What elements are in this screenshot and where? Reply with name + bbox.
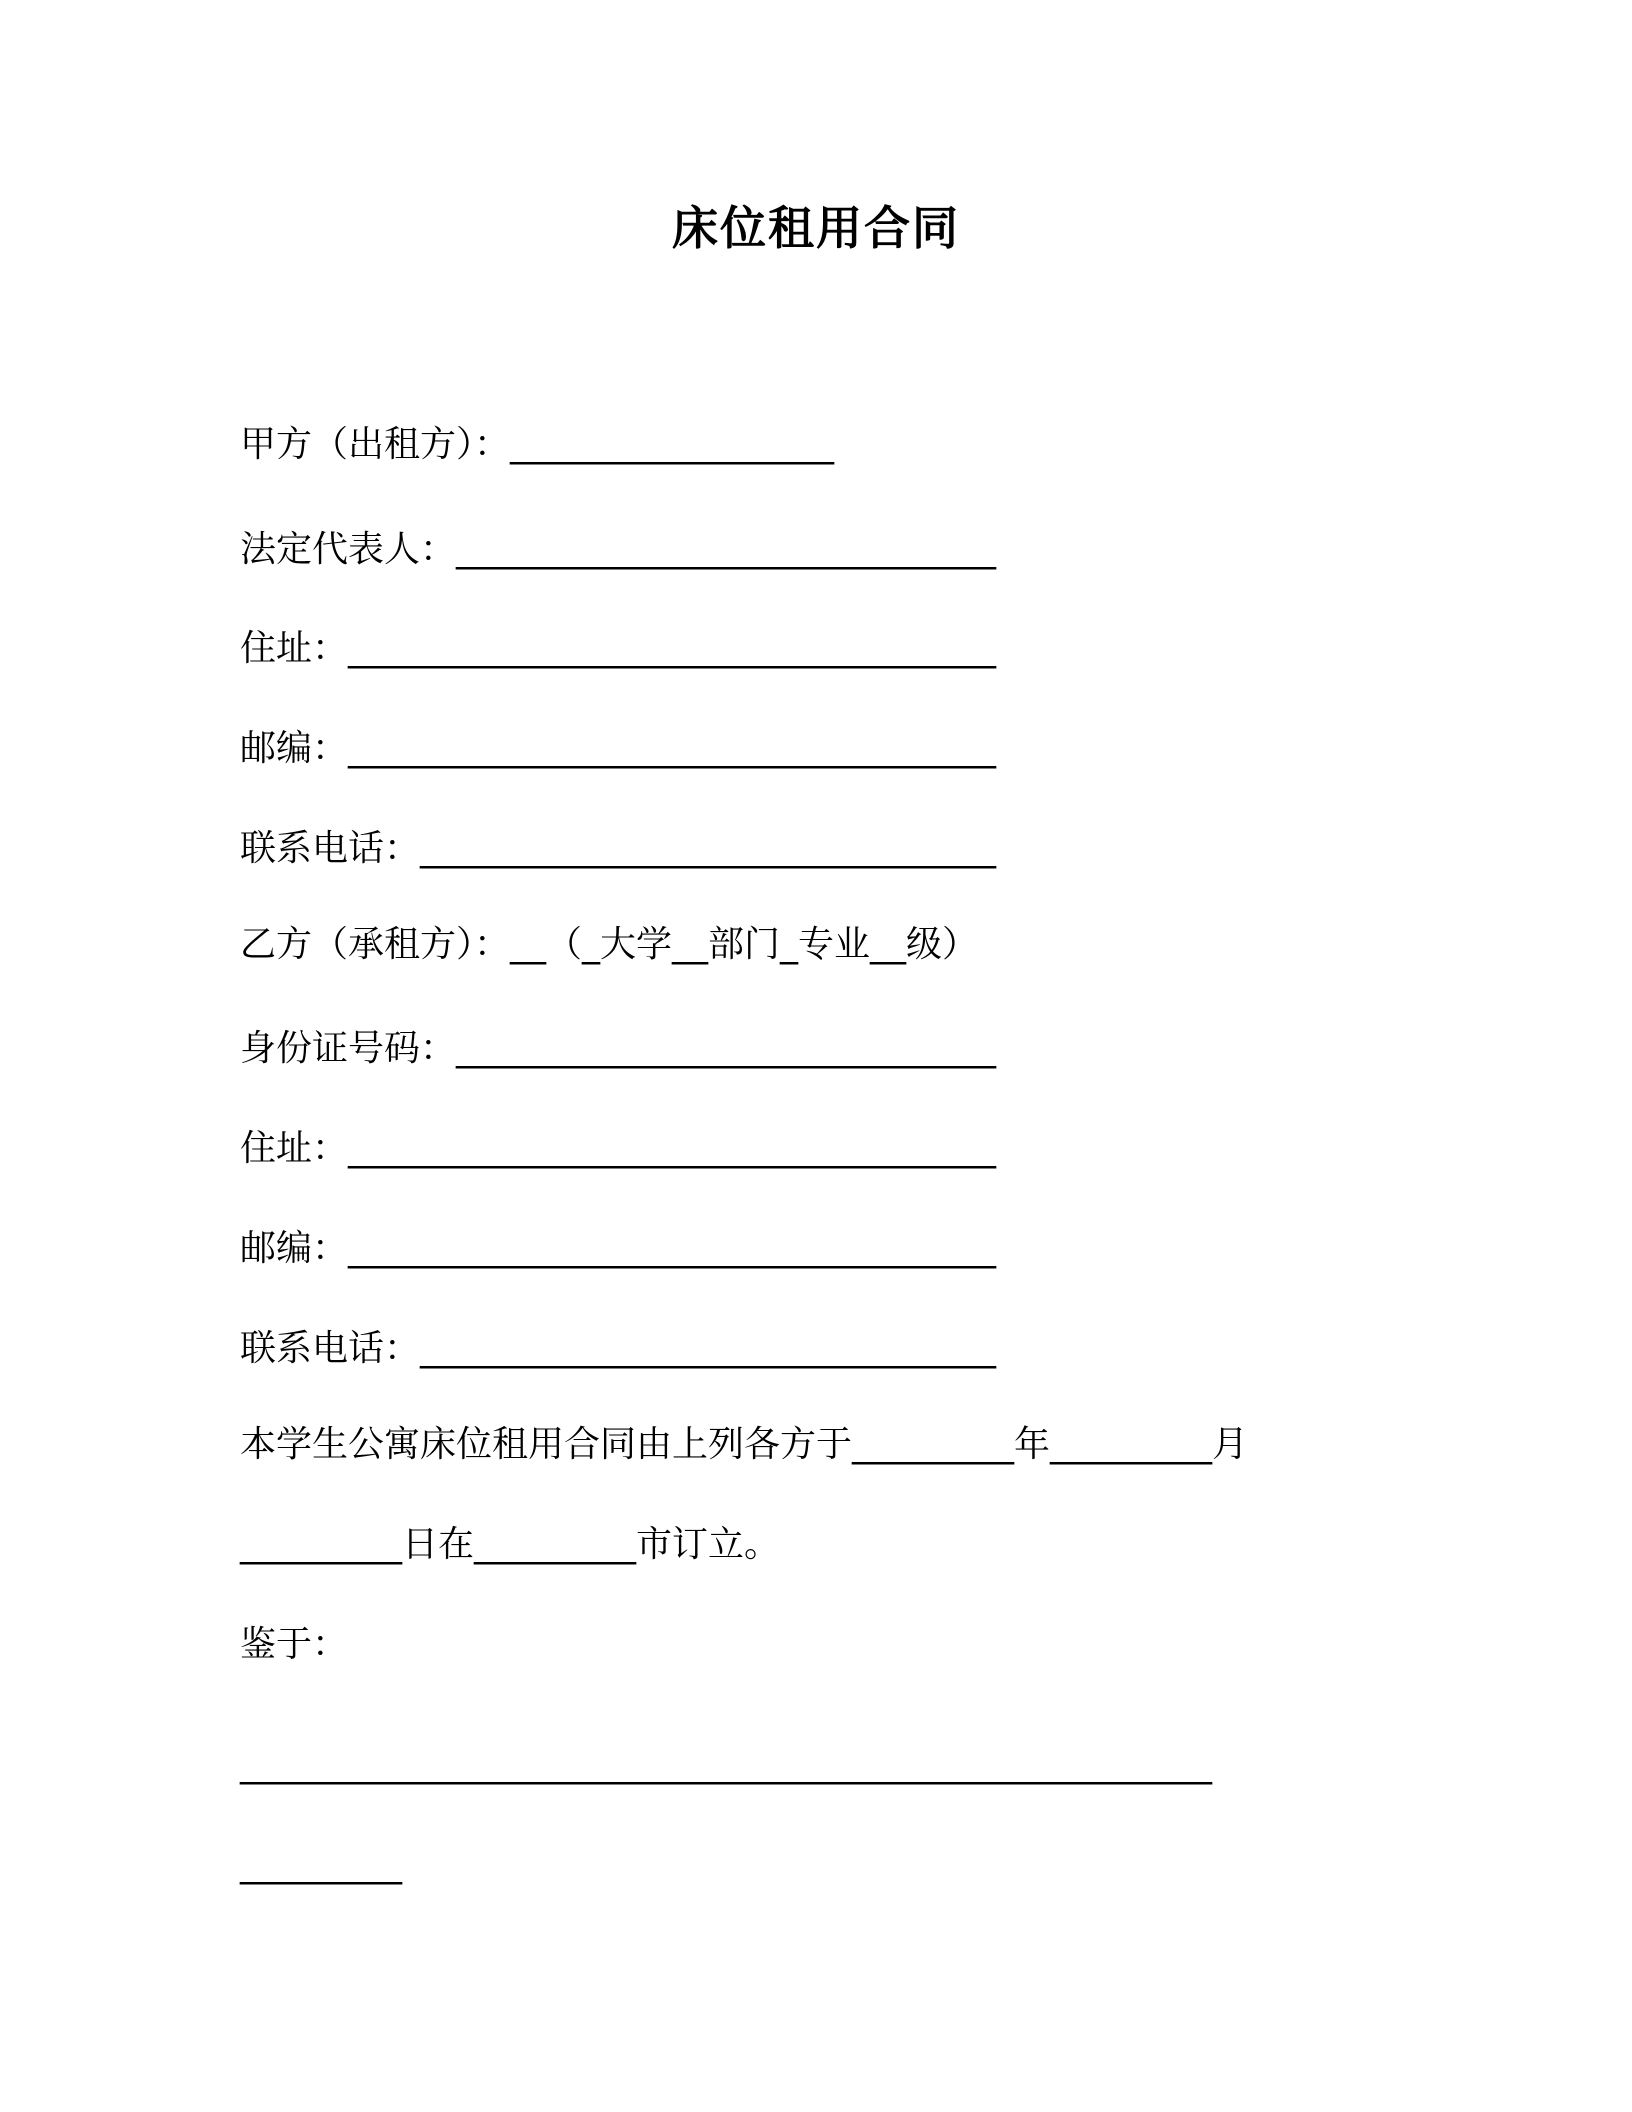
party-a-postcode-line: 邮编：____________________________________ — [240, 728, 997, 769]
whereas-label: 鉴于： — [240, 1624, 349, 1665]
party-a-address-line: 住址：____________________________________ — [240, 628, 997, 669]
agreement-line-2: _________日在_________市订立。 — [240, 1524, 781, 1565]
party-b-id-line: 身份证号码：______________________________ — [240, 1028, 997, 1069]
agreement-line-1: 本学生公寓床位租用合同由上列各方于_________年_________月 — [240, 1424, 1249, 1465]
whereas-blank-1: ______________________________________________________ — [240, 1744, 1212, 1785]
party-a-representative-line: 法定代表人：______________________________ — [240, 529, 997, 570]
document-title: 床位租用合同 — [672, 201, 960, 255]
party-a-name-line: 甲方（出租方）：__________________ — [240, 424, 835, 465]
party-b-phone-line: 联系电话：________________________________ — [240, 1328, 997, 1369]
party-b-name-line: 乙方（承租方）：__（_大学__部门_专业__级） — [240, 924, 979, 965]
party-b-address-line: 住址：____________________________________ — [240, 1128, 997, 1169]
whereas-blank-2: _________ — [240, 1844, 402, 1885]
party-b-postcode-line: 邮编：____________________________________ — [240, 1228, 997, 1269]
party-a-phone-line: 联系电话：________________________________ — [240, 828, 997, 869]
